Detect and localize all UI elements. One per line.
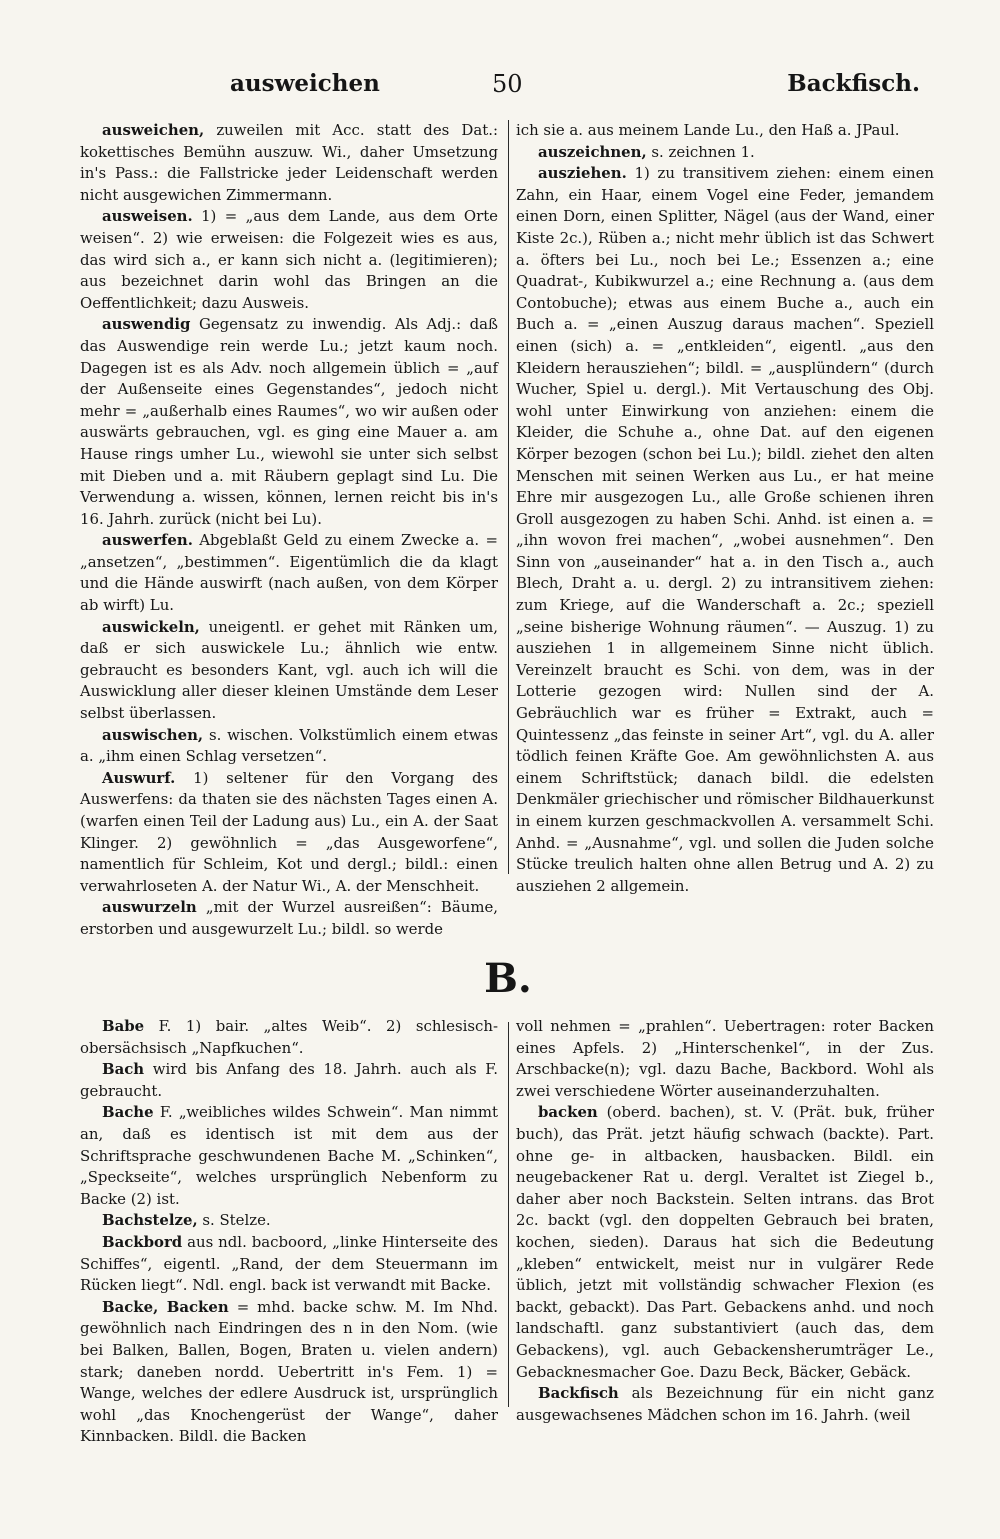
header-last-headword: Backfisch. [787, 70, 920, 97]
entry-headword: auswurzeln [102, 898, 197, 917]
dictionary-entry [80, 530, 498, 616]
entry-text: aus ndl. bacboord, „linke Hinterseite des Schiffes“, eigentl. „Rand, der dem Steuermann im Rücken liegt“. Ndl. engl. back ist verwandt mit Backe. [80, 1232, 498, 1295]
entry-headword: auswendig [102, 315, 191, 334]
page-number: 50 [492, 70, 523, 98]
dictionary-entry [80, 1210, 498, 1232]
dictionary-entry [80, 314, 498, 530]
entry-text: ich sie a. aus meinem Lande Lu., den Haß a. JPaul. [516, 121, 900, 139]
entry-text: „mit der Wurzel ausreißen“: Bäume, erstorben und ausgewurzelt Lu.; bildl. so werde [80, 898, 498, 938]
entry-text: 1) zu transitivem ziehen: einem einen Zahn, ein Haar, einem Vogel eine Feder, jemandem einen Dorn, einen Splitter, Nägel (aus der Wand, einer Kiste 2c.), Rüben a.; nicht mehr üblich ist das Schwert a. öfters bei Lu., noch bei Le.; Essenzen a.; eine Quadrat-, Kubikwurzel a.; eine Rechnung a. (aus dem Contobuche); etwas aus einem Buche a., auch ein Buch a. = „einen Auszug daraus machen“. Speziell einen (sich) a. = „entkleiden“, eigentl. „aus den Kleidern herausziehen“; bildl. = „ausplündern“ (durch Wucher, Spiel u. dergl.). Mit Vertauschung des Obj. wohl unter Einwirkung von anziehen: einem die Kleider, die Schuhe a., ohne Dat. auf den eigenen Körper bezogen (schon bei Lu.); bildl. ziehet den alten Menschen mit seinen Werken aus Lu., er hat meine Ehre mir ausgezogen Lu., alle Große schienen ihren Groll ausgezogen zu haben Schi. Anhd. ist einen a. = „ihn wovon frei machen“, „wobei ausnehmen“. Den Sinn von „auseinander“ hat a. in den Tisch a., auch Blech, Draht a. u. dergl. 2) zu intransitivem ziehen: zum Kriege, auf die Wanderschaft a. 2c.; speziell „seine bisherige Wohnung räumen“. — Auszug. 1) zu ausziehen 1 in allgemeinem Sinne nicht üblich. Vereinzelt braucht es Schi. von dem, was in der Lotterie gezogen wird: Nullen sind der A. Gebräuchlich war es früher = Extrakt, auch = Quintessenz „das feinste in seiner Art“, vgl. du A. aller tödlich feinen Kräfte Goe. Am gewöhnlichsten A. aus einem Schriftstück; danach bildl. die edelsten Denkmäler griechischer und römischer Bildhauerkunst in einem kurzen geschmackvollen A. versammelt Schi. Anhd. = „Ausnahme“, vgl. und sollen die Juden solche Stücke treulich halten ohne allen Betrug und A. 2) zu ausziehen 2 allgemein. [516, 164, 934, 895]
entry-headword: auswerfen. [102, 531, 193, 550]
column-top-right [516, 120, 934, 897]
entry-text: zuweilen mit Acc. statt des Dat.: kokettisches Bemühn auszuw. Wi., daher Umsetzung in's Pass.: die Fallstricke jeder Leidenschaft werden nicht ausgewichen Zimmermann. [80, 121, 498, 204]
entry-headword: Babe [102, 1017, 145, 1035]
entry-text: wird bis Anfang des 18. Jahrh. auch als F. gebraucht. [80, 1060, 498, 1100]
entry-headword: Bache [102, 1103, 154, 1122]
dictionary-entry [80, 1102, 498, 1210]
entry-headword: ausweichen, [102, 121, 205, 139]
column-divider-top [508, 120, 509, 874]
entry-text: = mhd. backe schw. M. Im Nhd. gewöhnlich nach Eindringen des n in den Nom. (wie bei Balken, Ballen, Bogen, Braten u. vielen andern) stark; daneben nordd. Uebertritt in's Fem. 1) = Wange, welches der edlere Ausdruck ist, ursprünglich wohl „das Knochengerüst der Wange“, daher Kinnbacken. Bildl. die Backen [80, 1297, 498, 1446]
dictionary-entry [516, 120, 934, 142]
entry-headword: Bach [102, 1060, 145, 1079]
dictionary-entry [80, 617, 498, 725]
entry-text: s. zeichnen 1. [646, 142, 755, 161]
entry-headword: Backbord [102, 1232, 183, 1251]
entry-text: 1) seltener für den Vorgang des Auswerfens: da thaten sie des nächsten Tages einen A. (warfen einen Teil der Ladung aus) Lu., ein A. der Saat Klinger. 2) gewöhnlich = „das Ausgeworfene“, namentlich für Schleim, Kot und dergl.; bildl.: einen verwahrloseten A. der Natur Wi., A. der Menschheit. [80, 768, 498, 895]
dictionary-entry [80, 897, 498, 940]
entry-headword: auswickeln, [102, 617, 200, 636]
entry-headword: Auswurf. [102, 768, 176, 787]
dictionary-entry [516, 142, 934, 164]
entry-text: (oberd. bachen), st. V. (Prät. buk, früher buch), das Prät. jetzt häufig schwach (backte). Part. ohne ge- in altbacken, hausbacken. Bildl. ein neugebackener Rat u. dergl. Veraltet ist Ziegel b., daher aber noch Backstein. Selten intrans. das Brot 2c. backt (vgl. den doppelten Gebrauch bei braten, kochen, sieden). Daraus hat sich die Bedeutung „kleben“ entwickelt, meist nur in vulgärer Rede üblich, jetzt mit vollständig schwacher Flexion (es backt, gebackt). Das Part. Gebackens anhd. und noch landschaftl. ganz substantiviert (auch das, dem Gebackens), vgl. auch Gebackensherumträger Le., Gebacknesmacher Goe. Dazu Beck, Bäcker, Gebäck. [516, 1103, 934, 1381]
entry-text: F. „weibliches wildes Schwein“. Man nimmt an, daß es identisch ist mit dem aus der Schriftsprache geschwundenen Bache M. „Schinken“, „Speckseite“, welches ursprünglich Nebenform zu Backe (2) ist. [80, 1103, 498, 1208]
entry-headword: Bachstelze, [102, 1211, 198, 1230]
dictionary-entry [80, 768, 498, 898]
section-letter-heading: B. [484, 955, 532, 1002]
entry-text: Abgeblaßt Geld zu einem Zwecke a. = „ansetzen“, „bestimmen“. Eigentümlich die da klagt und die Hände auswirft (nach außen, von dem Körper ab wirft) Lu. [80, 531, 498, 615]
entry-text: 1) = „aus dem Lande, aus dem Orte weisen“. 2) wie erweisen: die Folgezeit wies es aus, das wird sich a., er kann sich nicht a. (legitimieren); aus bezeichnet darin wohl das Bringen an die Oeffentlichkeit; dazu Ausweis. [80, 207, 498, 312]
column-top-left [80, 120, 498, 941]
entry-text: als Bezeichnung für ein nicht ganz ausgewachsenes Mädchen schon im 16. Jahrh. (weil [516, 1384, 934, 1424]
entry-text: F. 1) bair. „altes Weib“. 2) schlesisch-obersächsisch „Napfkuchen“. [80, 1017, 498, 1057]
column-bottom-right [516, 1016, 934, 1426]
dictionary-entry [516, 1016, 934, 1102]
header-first-headword: ausweichen [230, 70, 380, 97]
dictionary-entry [80, 725, 498, 768]
dictionary-entry [80, 1297, 498, 1448]
entry-text: uneigentl. er gehet mit Ränken um, daß er sich auswickele Lu.; ähnlich wie entw. gebraucht es besonders Kant, vgl. auch ich will die Auswicklung aller dieser kleinen Umstände dem Leser selbst überlassen. [80, 617, 498, 723]
dictionary-entry [80, 120, 498, 206]
dictionary-entry [516, 1383, 934, 1426]
entry-headword: Backfisch [538, 1384, 619, 1403]
dictionary-entry [80, 1016, 498, 1059]
dictionary-entry [516, 163, 934, 897]
entry-headword: ausziehen. [538, 164, 627, 183]
column-bottom-left [80, 1016, 498, 1448]
entry-text: Gegensatz zu inwendig. Als Adj.: daß das Auswendige rein werde Lu.; jetzt kaum noch. Dagegen ist es als Adv. noch allgemein üblich = „auf der Außenseite eines Gegenstandes“, jedoch nicht mehr = „außerhalb eines Raumes“, wo wir außen oder auswärts gebrauchen, vgl. es ging eine Mauer a. am Hause rings umher Lu., wiewohl sie unter sich selbst mit Dieben und a. mit Räubern geplagt sind Lu. Die Verwendung a. wissen, können, lernen reicht bis in's 16. Jahrh. zurück (nicht bei Lu). [80, 315, 498, 528]
entry-headword: ausweisen. [102, 207, 193, 226]
dictionary-entry [80, 1232, 498, 1297]
entry-headword: Backe, Backen [102, 1297, 229, 1316]
entry-text: s. Stelze. [197, 1211, 271, 1230]
page-header [100, 70, 930, 110]
dictionary-entry [516, 1102, 934, 1383]
entry-headword: auswischen, [102, 725, 204, 744]
entry-text: s. wischen. Volkstümlich einem etwas a. „ihm einen Schlag versetzen“. [80, 725, 498, 766]
dictionary-entry [80, 206, 498, 314]
entry-headword: auszeichnen, [538, 142, 647, 161]
column-divider-bottom [508, 1022, 509, 1407]
dictionary-entry [80, 1059, 498, 1102]
entry-headword: backen [538, 1103, 598, 1122]
entry-text: voll nehmen = „prahlen“. Uebertragen: roter Backen eines Apfels. 2) „Hinterschenkel“, in der Zus. Arschbacke(n); vgl. dazu Bache, Backbord. Wohl als zwei verschiedene Wörter auseinanderzuhalten. [516, 1017, 934, 1100]
